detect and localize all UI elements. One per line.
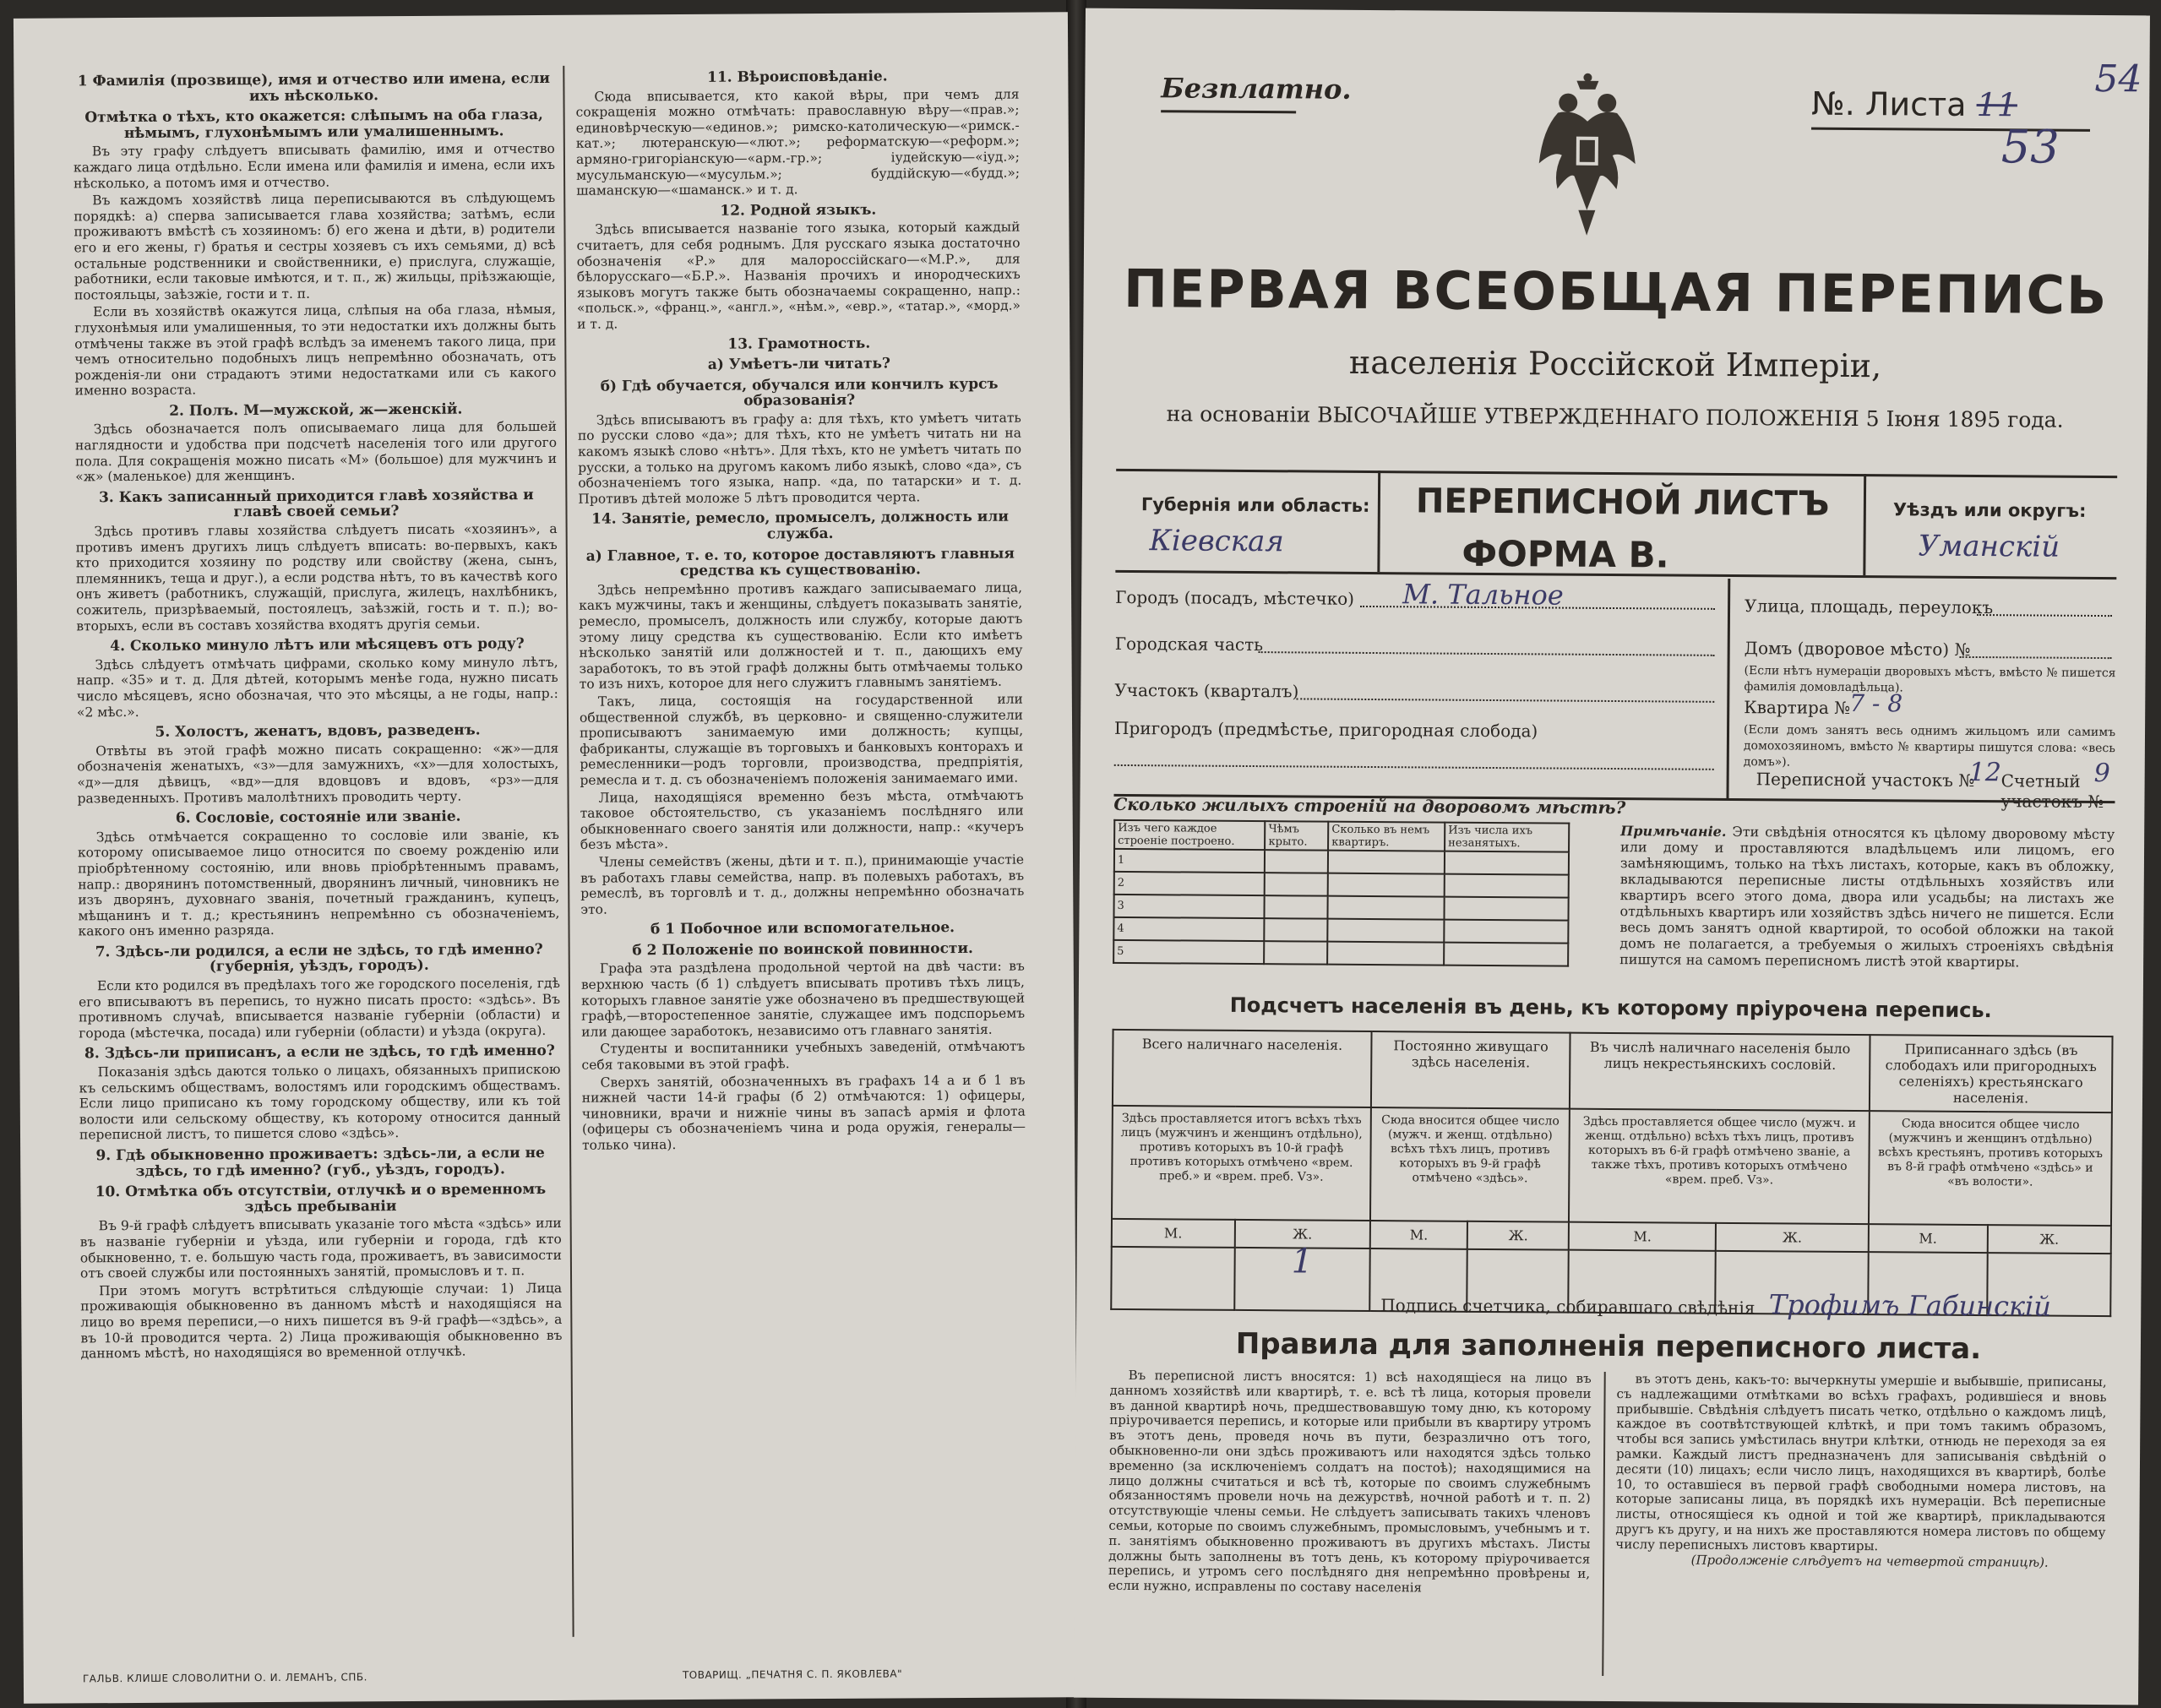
heading-12: 12. Родной языкъ. xyxy=(720,201,877,220)
table-cell xyxy=(1445,874,1569,898)
paragraph: Графа эта раздѣлена продольной чертой на двѣ части: въ верхнюю часть (б 1) слѣдуетъ вписывать противъ тѣхъ лицъ, которыхъ главное занятіе уже обозначено въ предшествующей графѣ,—второстепенное занятіе, служащее имъ подспорьемъ или дающее заработокъ, независимо отъ главнаго занятія. xyxy=(580,959,1026,1040)
table-header-row xyxy=(1113,1030,2113,1112)
apartment-label: Квартира № xyxy=(1744,697,1851,718)
table-cell xyxy=(1328,896,1445,920)
heading-14: 14. Занятіе, ремесло, промыселъ, должность или служба. xyxy=(591,509,1010,543)
town-label: Городъ (посадъ, мѣстечко) xyxy=(1115,586,1355,609)
table-cell xyxy=(1445,897,1569,921)
paragraph: Здѣсь противъ главы хозяйства слѣдуетъ писать «хозяинъ», а противъ именъ другихъ лицъ слѣдуетъ вписать: во-первыхъ, какъ кто приходится хозяину по родству или свойству (жена, сынъ, племянникъ, теща и друг.), а если родства нѣтъ, то въ качествѣ кого онъ живетъ (работникъ, служащій, прислуга, жилецъ, нахлѣбникъ, сожитель, призрѣваемый, постоялецъ, заѣзжій, гость и т. п.); во-вторыхъ, если въ составъ хозяйства входятъ другія семьи. xyxy=(75,520,558,634)
dotted-line xyxy=(1296,698,1714,702)
sub-14b1: б 1 Побочное или вспомогательное. xyxy=(650,919,955,938)
table-header: Изъ чего каждое строеніе построено. xyxy=(1114,820,1266,850)
heading-3: 3. Какъ записанный приходится главѣ хозяйства и главѣ своей семьи? xyxy=(98,486,534,521)
paragraph: Здѣсь вписываютъ въ графу а: для тѣхъ, кто умѣетъ читать по русски слово «да»; для тѣхъ, кто не умѣетъ читать ни на какомъ языкѣ слово «нѣтъ». Для тѣхъ, кто не умѣетъ читать по русски, а только на другомъ какомъ либо языкѣ, слово «да», съ обозначеніемъ того языка, напр. «да, по татарски» и т. д. Противъ дѣтей моложе 5 лѣтъ проводится черта. xyxy=(577,410,1022,507)
count-district-value: 9 xyxy=(2093,758,2110,789)
paragraph: Здѣсь обозначается полъ описываемаго лица для большей наглядности и удобства при подсчетѣ населенія того или другого пола. Для сокращенія можно писать «М» (большое) для мужчинъ и «ж» (маленькое) для женщинъ. xyxy=(74,419,558,485)
guberniya-value: Кіевская xyxy=(1149,524,1284,559)
underline xyxy=(1161,110,1296,113)
rules-column-2 xyxy=(1615,1372,2107,1570)
double-headed-eagle-emblem xyxy=(1532,70,1642,240)
row-number: 1 xyxy=(1114,849,1266,873)
table-cell xyxy=(1328,851,1445,874)
table-cell xyxy=(1328,873,1445,897)
row-number: 5 xyxy=(1113,940,1265,964)
form-title: ФОРМА В. xyxy=(1462,532,1669,576)
table-cell xyxy=(1265,941,1328,965)
free-of-charge-label: Безплатно. xyxy=(1161,72,1352,106)
handwritten-sheet-number: 53 xyxy=(2000,120,2060,174)
signature-label: Подпись счетчика, собиравшаго свѣдѣнія xyxy=(1380,1295,1755,1319)
sheet-number-struck: 11 xyxy=(1976,85,2018,124)
paragraph: Въ переписной листъ вносятся: 1) всѣ находящіеся на лицо въ данномъ хозяйствѣ или квартирѣ, т. е. всѣ тѣ лица, которыя провели въ данной квартирѣ ночь, предшествовавшую тому дню, къ которому пріурочивается перепись, и которые или прибыли въ квартиру утромъ въ этотъ день, проведя ночь въ пути, безразлично отъ того, обыкновенно-ли они здѣсь проживаютъ или находятся здѣсь только временно (за исключеніемъ солдатъ на постоѣ); находящимися на лицо должны считаться и всѣ тѣ, которые по своимъ служебнымъ обязанностямъ провели ночь на дежурствѣ, ночной работѣ и т. п. 2) отсутствующіе члены семьи. Не слѣдуетъ записывать такихъ членовъ семьи, которые по своимъ служебнымъ, промысловымъ, учебнымъ и т. п. занятіямъ обыкновенно проживаютъ въ другихъ мѣстахъ. Листы должны быть заполнены въ тотъ день, къ которому пріурочивается перепись, и утромъ сего послѣдняго дня непремѣнно провѣрены и, если нужно, исправлены по составу населенія xyxy=(1108,1368,1592,1596)
column-divider xyxy=(1602,1372,1606,1676)
male-label: М. xyxy=(1370,1221,1468,1249)
signature-value: Трофимъ Габинскій xyxy=(1768,1288,2052,1323)
paragraph: Отвѣты въ этой графѣ можно писать сокращенно: «ж»—для обозначенія женатыхъ, «з»—для замужнихъ, «х»—для холостыхъ, «д»—для дѣвицъ, «вд»—для вдовцовъ и вдовъ, «рз»—для разведенныхъ. Противъ малолѣтнихъ проводить черту. xyxy=(77,740,559,806)
note-text: Эти свѣдѣнія относятся къ цѣлому дворовому мѣсту или дому и проставляются владѣльцемъ или лицомъ, его замѣняющимъ, только на тѣхъ листахъ, которые, какъ въ обложку, вкладываются переписные листы отдѣльныхъ хозяйствъ или квартиръ всего этого дома, двора или усадьбы; на листахъ же отдѣльныхъ квартиръ или хозяйствъ здѣсь ничего не пишется. Если весь домъ занятъ одной квартирой, то особой обложки на такой домъ не полагается, а требуемыя о жилыхъ строеніяхъ свѣдѣнія пишутся на самомъ переписномъ листѣ этой квартиры. xyxy=(1619,823,2115,971)
continued-note: (Продолженіе слѣдуетъ на четвертой страницѣ). xyxy=(1690,1552,2049,1570)
table-header: Въ числѣ наличнаго населенія было лицъ некрестьянскихъ сословій. xyxy=(1570,1033,1870,1111)
street-label: Улица, площадь, переулокъ xyxy=(1744,596,1994,618)
heading-1: 1 Фамилія (прозвище), имя и отчество или имена, если ихъ нѣсколько. xyxy=(77,69,550,105)
apartment-value: 7 - 8 xyxy=(1849,688,1903,718)
table-cell xyxy=(1444,920,1568,944)
table-cell xyxy=(1265,873,1328,896)
enumerator-signature xyxy=(1380,1286,2051,1323)
table-cell xyxy=(1265,895,1328,919)
population-count-heading: Подсчетъ населенія въ день, къ которому пріурочена перепись. xyxy=(1229,993,1992,1023)
dotted-line xyxy=(1960,656,2112,659)
buildings-table xyxy=(1113,819,1570,967)
paragraph: Здѣсь непремѣнно противъ каждаго записываемаго лица, какъ мужчины, такъ и женщины, слѣдуетъ показывать занятіе, ремесло, промыселъ, должность или службу, которые даютъ этому лицу средства къ существованію. Если кто имѣетъ нѣсколько занятій или должностей и т. п., дающихъ ему заработокъ, то въ этой графѣ должны быть отмѣчаемы только то изъ нихъ, которое для него служитъ главнымъ занятіемъ. xyxy=(579,579,1023,693)
column-divider xyxy=(563,66,574,1637)
uezd-label: Уѣздъ или округъ: xyxy=(1892,499,2087,521)
census-district-value: 12 xyxy=(1968,757,2002,788)
female-label: Ж. xyxy=(1716,1223,1869,1252)
dotted-line xyxy=(1977,614,2112,617)
heading-6: 6. Сословіе, состояніе или званіе. xyxy=(175,808,461,827)
census-district-label: Переписной участокъ № xyxy=(1755,769,1975,791)
population-count-table xyxy=(1110,1029,2113,1317)
table-header: Изъ числа ихъ незанятыхъ. xyxy=(1445,823,1569,852)
table-cell xyxy=(1265,850,1328,873)
buildings-note xyxy=(1619,823,2115,971)
table-cell xyxy=(1327,942,1444,966)
town-value: М. Тальное xyxy=(1402,578,1564,612)
table-cell xyxy=(1444,943,1568,966)
paragraph: Здѣсь отмѣчается сокращенно то сословіе или званіе, къ которому описываемое лицо относится по своему рожденію или пріобрѣтенному состоянію, или вновь пріобрѣтеннымъ правамъ, напр.: дворянинъ потомственный, дворянинъ личный, чиновникъ не изъ дворянъ, духовнаго званія, почетный гражданинъ, купецъ, мѣщанинъ и т. д.; крестьянинъ непремѣнно съ обозначеніемъ, какого онъ именно разряда. xyxy=(77,826,560,939)
heading-8: 8. Здѣсь-ли приписанъ, а если не здѣсь, то гдѣ именно? xyxy=(84,1042,555,1063)
sub-14a: а) Главное, т. е. то, которое доставляютъ главныя средства къ существованію. xyxy=(585,545,1015,580)
column-note: Сюда вносится общее число (мужчинъ и женщинъ отдѣльно) всѣхъ крестьянъ, противъ которыхъ въ 8-й графѣ отмѣчено «здѣсь» и «въ волости». xyxy=(1869,1111,2112,1226)
paragraph: Показанія здѣсь даются только о лицахъ, обязанныхъ припискою къ сельскимъ обществамъ, волостямъ или городскимъ обществамъ. Если лицо приписано къ тому городскому обществу, или къ той волости или сельскому обществу, къ которому относится данный переписной листъ, то пишется слово «здѣсь». xyxy=(79,1061,561,1143)
paragraph: Члены семействъ (жены, дѣти и т. п.), принимающіе участіе въ работахъ главы семейства, напр. въ полевыхъ работахъ, въ ремеслѣ, въ торговлѣ и т. д., должны непремѣнно обозначать это. xyxy=(580,851,1025,917)
heading-7: 7. Здѣсь-ли родился, а если не здѣсь, то гдѣ именно? (губернія, уѣздъ, городъ). xyxy=(95,940,543,976)
paragraph: Въ 9-й графѣ слѣдуетъ вписывать указаніе того мѣста «здѣсь» или въ названіе губерніи и уѣзда, или губерніи и города, гдѣ кто обыкновенно, т. е. большую часть года, проживаетъ, въ зависимости отъ своей службы или постоянныхъ занятій, промысловъ и т. п. xyxy=(79,1216,562,1281)
heading-4: 4. Сколько минуло лѣтъ или мѣсяцевъ отъ роду? xyxy=(110,635,525,655)
table-cell xyxy=(1111,1247,1234,1310)
paragraph: Въ каждомъ хозяйствѣ лица переписываются въ слѣдующемъ порядкѣ: а) сперва записывается глава хозяйства; затѣмъ, если проживаютъ вмѣстѣ съ хозяиномъ: б) его жена и дѣти, в) родители его и его жены, г) братья и сестры хозяевъ съ ихъ семьями, д) всѣ остальные родственники и свойственники, е) прислуга, служащіе, работники, если таковые имѣются, и т. п., ж) жильцы, пріѣзжающіе, постояльцы, заѣзжіе, гости и т. п. xyxy=(73,190,556,303)
heading-13: 13. Грамотность. xyxy=(727,335,871,353)
city-district-label: Городская часть xyxy=(1114,633,1264,655)
heading-10: 10. Отмѣтка объ отсутствіи, отлучкѣ и о временномъ здѣсь пребываніи xyxy=(95,1181,547,1216)
table-row xyxy=(1114,872,1569,898)
heading-5: 5. Холостъ, женатъ, вдовъ, разведенъ. xyxy=(155,721,481,741)
column-note: Здѣсь проставляется итогъ всѣхъ тѣхъ лицъ (мужчинъ и женщинъ отдѣльно), противъ которыхъ въ 10-й графѣ противъ которыхъ отмѣчено «врем. преб.» и «врем. преб. Vз». xyxy=(1112,1106,1371,1221)
census-legal-basis: на основаніи ВЫСОЧАЙШЕ УТВЕРЖДЕННАГО ПОЛОЖЕНІЯ 5 Іюня 1895 года. xyxy=(1166,401,2064,432)
paragraph: Здѣсь слѣдуетъ отмѣчать цифрами, сколько кому минуло лѣтъ, напр. «35» и т. д. Для дѣтей, которымъ менѣе года, нужно писать число мѣсяцевъ, ясно обозначая, что это мѣсяцы, а не годы, напр.: «2 мѣс.». xyxy=(76,654,558,720)
apartment-note: (Если домъ занятъ весь однимъ жильцомъ или самимъ домохозяиномъ, вмѣсто № квартиры пишутся слова: «весь домъ»). xyxy=(1743,723,2116,770)
table-cell xyxy=(1265,918,1328,942)
house-note: (Если нѣтъ нумераціи дворовыхъ мѣстъ, вмѣсто № пишется фамилія домовладѣльца). xyxy=(1744,664,2116,695)
dotted-line xyxy=(1114,764,1714,770)
table-row xyxy=(1113,917,1568,944)
male-label: М. xyxy=(1569,1222,1716,1251)
row-number: 3 xyxy=(1113,895,1265,918)
guberniya-label: Губернія или область: xyxy=(1140,494,1370,516)
row-number: 2 xyxy=(1114,872,1266,895)
sub-13a: а) Умѣетъ-ли читать? xyxy=(707,355,891,373)
printer-imprint-left: ГАЛЬВ. КЛИШЕ СЛОВОЛИТНИ О. И. ЛЕМАНЪ, СПБ. xyxy=(82,1671,367,1685)
table-row xyxy=(1113,940,1568,966)
buildings-question: Сколько жилыхъ строеній на дворовомъ мѣстѣ? xyxy=(1113,793,1626,819)
paragraph: въ этотъ день, какъ-то: вычеркнуты умершіе и выбывшіе, приписаны, съ надлежащими отмѣтками во всѣхъ графахъ, родившіеся и вновь прибывшіе. Свѣдѣнія слѣдуетъ писать четко, отдѣльно о каждомъ лицѣ, каждое въ соотвѣтствующей клѣткѣ, и при томъ такимъ образомъ, чтобы вся запись умѣстилась внутри клѣтки, отнюдь не переходя за ея рамки. Каждый листъ предназначенъ для записыванія свѣдѣній о десяти (10) лицахъ; если число лицъ, находящихся въ квартирѣ, болѣе 10, то оставшіеся въ первой графѣ свободными номера листовъ, на которые записаны лица, въ порядкѣ ихъ нумераціи. Всѣ переписные листы, относящіеся къ одной и той же квартирѣ, прикладываются другъ къ другу, и на нихъ же проставляются номера листовъ по общему числу переписныхъ листовъ квартиры. xyxy=(1615,1371,2107,1553)
column-note: Здѣсь проставляется общее число (мужч. и женщ. отдѣльно) всѣхъ тѣхъ лицъ, противъ которыхъ въ 6-й графѣ отмѣчено званіе, а также тѣхъ, противъ которыхъ отмѣчено «врем. преб. Vз». xyxy=(1569,1109,1870,1224)
heading-9: 9. Гдѣ обыкновенно проживаетъ: здѣсь-ли, а если не здѣсь, то гдѣ именно? (губ., уѣздъ, городъ). xyxy=(95,1145,545,1180)
instructions-column-1 xyxy=(73,66,562,1363)
left-page xyxy=(14,12,1078,1704)
dotted-line xyxy=(1259,651,1715,656)
column-note: Сюда вносится общее число (мужч. и женщ. отдѣльно) всѣхъ тѣхъ лицъ, противъ которыхъ въ 9-й графѣ отмѣчено «здѣсь». xyxy=(1370,1107,1570,1222)
count-district-label: Счетный участокъ № xyxy=(2000,770,2104,813)
census-sheet-title: ПЕРЕПИСНОЙ ЛИСТЪ xyxy=(1415,481,1830,524)
rules-title: Правила для заполненія переписного листа. xyxy=(1235,1326,1982,1367)
table-cell xyxy=(1445,851,1569,875)
uezd-value: Уманскій xyxy=(1918,529,2060,564)
census-title: ПЕРВАЯ ВСЕОБЩАЯ ПЕРЕПИСЬ xyxy=(1123,257,2109,327)
table-header: Чѣмъ крыто. xyxy=(1265,821,1328,851)
table-row xyxy=(1112,1106,2112,1226)
table-header: Всего наличнаго населенія. xyxy=(1113,1030,1372,1107)
census-subtitle: населенія Россійской Имперіи, xyxy=(1348,343,1882,385)
right-page xyxy=(1074,8,2150,1705)
printer-imprint-right: ТОВАРИЩ. „ПЕЧАТНЯ С. П. ЯКОВЛЕВА" xyxy=(682,1667,903,1682)
frame-line xyxy=(1377,471,1380,572)
sub-13b: б) Гдѣ обучается, обучался или кончилъ курсъ образованія? xyxy=(600,375,999,410)
heading-11: 11. Вѣроисповѣданіе. xyxy=(707,68,888,86)
table-header-row xyxy=(1114,820,1569,852)
paragraph: Если кто родился въ предѣлахъ того же городского поселенія, гдѣ его вписываютъ въ перепись, то нужно писать просто: «здѣсь». Въ противномъ случаѣ, вписывается названіе губерніи (области) и города (мѣстечка, посада) или губерніи (области) и уѣзда (округа). xyxy=(78,975,561,1042)
paragraph: Въ эту графу слѣдуетъ вписывать фамилію, имя и отчество каждаго лица отдѣльно. Если имена или фамилія и имена, если ихъ нѣсколько, а потомъ имя и отчество. xyxy=(73,141,556,191)
house-label: Домъ (дворовое мѣсто) № xyxy=(1744,638,1971,660)
table-cell xyxy=(1327,919,1444,943)
female-label: Ж. xyxy=(1234,1220,1370,1248)
paragraph: Такъ, лица, состоящія на государственной или общественной службѣ, въ церковно- и священно-служители прописываютъ занимаемую ими должность; купцы, фабриканты, служащіе въ торговыхъ и банковыхъ конторахъ и ремесленники—родъ торговли, производства, предпріятія, ремесла и т. д. съ обозначеніемъ положенія занимаемаго ими. xyxy=(579,691,1024,788)
male-label: М. xyxy=(1112,1219,1235,1248)
male-label: М. xyxy=(1869,1224,1988,1253)
handwritten-page-number: 54 xyxy=(2094,57,2142,101)
instructions-column-2 xyxy=(575,63,1026,1156)
table-header: Приписаннаго здѣсь (въ слободахъ или пригородныхъ селеніяхъ) крестьянскаго населенія. xyxy=(1870,1035,2113,1112)
paragraph: Если въ хозяйствѣ окажутся лица, слѣпыя на оба глаза, нѣмыя, глухонѣмыя или умалишенныя, то эти недостатки ихъ должны быть отмѣчены также въ этой графѣ вслѣдъ за именемъ такого лица, при чемъ относительно подобныхъ лицъ непремѣнно обозначать, отъ рожденія-ли они страдаютъ этими недостатками или съ какого именно возраста. xyxy=(74,302,557,399)
total-female-value: 1 xyxy=(1234,1248,1370,1311)
table-row xyxy=(1114,849,1569,875)
precinct-label: Участокъ (кварталъ) xyxy=(1114,679,1299,702)
frame-line xyxy=(1726,579,1730,798)
paragraph: Сверхъ занятій, обозначенныхъ въ графахъ 14 а и б 1 въ нижней части 14-й графы (б 2) отмѣчаются: 1) офицеры, чиновники, врачи и нижніе чины въ запасѣ армія и флота (офицеры съ обозначеніемъ чина и рода оружія, генералы—только чина). xyxy=(581,1072,1026,1153)
frame-line xyxy=(1116,469,2117,478)
paragraph: Здѣсь вписывается названіе того языка, который каждый считаетъ, для себя роднымъ. Для русскаго языка достаточно обозначенія «Р.» для малороссійскаго—«М.Р.», для бѣлорусскаго—«Б.Р.». Названія прочихъ и инородческихъ языковъ могутъ также быть обозначаемы сокращенно, напр.: «польск.», «франц.», «англ.», «нѣм.», «евр.», «татар.», «морд.» и т. д. xyxy=(576,219,1021,332)
paragraph: При этомъ могутъ встрѣтиться слѣдующіе случаи: 1) Лица проживающія обыкновенно въ данномъ мѣстѣ и находящіяся на лицо во время переписи,—о нихъ пишется въ 9-й графѣ—«здѣсь», а въ 10-й проводится черта. 2) Лица проживающія обыкновенно въ данномъ мѣстѣ, но находящіяся во временной отлучкѣ. xyxy=(80,1280,563,1362)
heading-2: 2. Полъ. М—мужской, ж—женскій. xyxy=(169,400,463,420)
row-number: 4 xyxy=(1113,917,1265,941)
heading-1b: Отмѣтка о тѣхъ, кто окажется: слѣпымъ на оба глаза, нѣмымъ, глухонѣмымъ или умалишеннымъ. xyxy=(84,106,543,142)
sub-14b2: б 2 Положеніе по воинской повинности. xyxy=(632,939,974,960)
sheet-number-label: №. Листа 11 xyxy=(1811,84,2018,124)
female-label: Ж. xyxy=(1467,1221,1569,1250)
paragraph: Лица, находящіяся временно безъ мѣста, отмѣчаютъ таковое обстоятельство, съ указаніемъ послѣдняго или обыкновеннаго своего занятія или должности, напр.: «кучеръ безъ мѣста». xyxy=(580,787,1024,853)
table-row xyxy=(1113,895,1568,921)
note-title: Примѣчаніе. xyxy=(1620,823,1727,840)
suburb-label: Пригородъ (предмѣстье, пригородная слобода) xyxy=(1113,717,1538,742)
female-label: Ж. xyxy=(1987,1225,2111,1254)
paragraph: Сюда вписывается, кто какой вѣры, при чемъ для сокращенія можно отмѣчать: православную вѣру—«прав.»; единовѣрческую—«единов.»; римско-католическую—«римск.-кат.»; лютеранскую—«лют.»; реформатскую—«реформ.»; армяно-григоріанскую—«арм.-гр.»; іудейскую—«іуд.»; мусульманскую—«мусульм.»; буддійскую—«будд.»; шаманскую—«шаманск.» и т. д. xyxy=(575,86,1021,199)
paragraph: Студенты и воспитанники учебныхъ заведеній, отмѣчаютъ себя таковыми въ этой графѣ. xyxy=(581,1038,1026,1073)
frame-line xyxy=(1863,474,1866,575)
table-header: Постоянно живущаго здѣсь населенія. xyxy=(1371,1031,1570,1109)
table-header: Сколько въ немъ квартиръ. xyxy=(1328,822,1445,851)
rules-column-1 xyxy=(1108,1368,1592,1597)
